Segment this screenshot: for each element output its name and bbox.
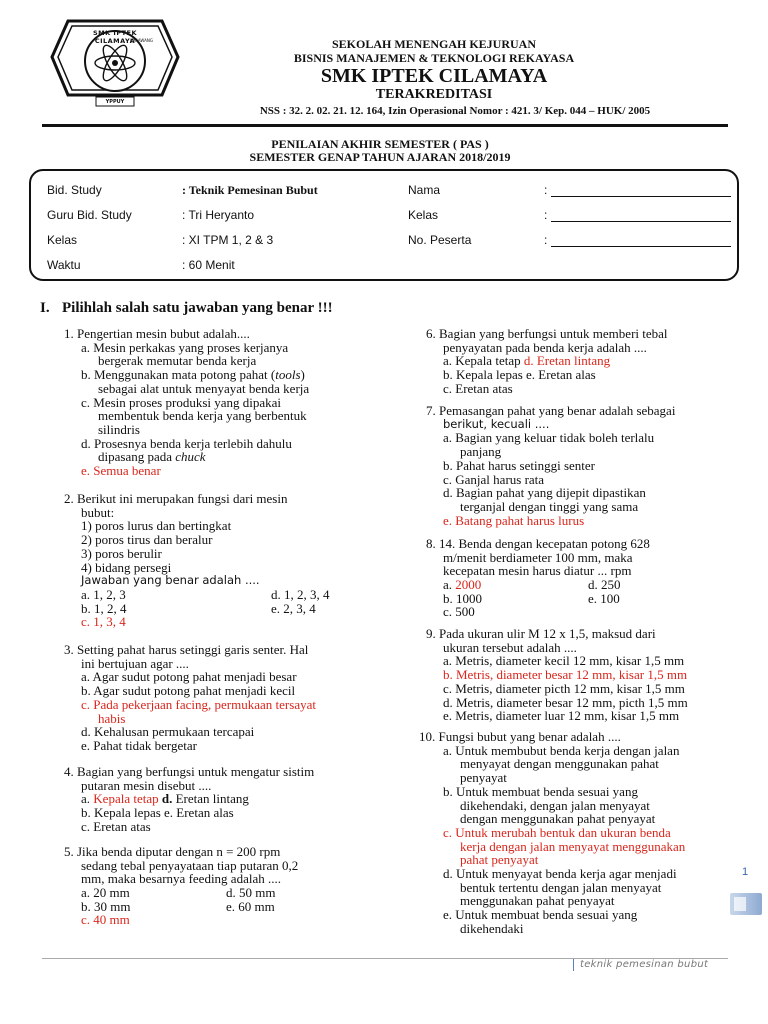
q9-stem-cont: ukuran tersebut adalah ....: [443, 639, 577, 655]
colon: :: [544, 208, 548, 222]
q10-option-b[interactable]: b. Untuk membuat benda sesuai yang: [443, 783, 638, 799]
q10-option-e-cont: dikehendaki: [460, 920, 524, 936]
q1-option-c-cont: membentuk benda kerja yang berbentuk: [98, 408, 307, 424]
q2-option-d[interactable]: d. 1, 2, 3, 4: [271, 586, 330, 602]
page-number: 1: [742, 866, 749, 878]
question-5: [64, 845, 384, 927]
accreditation: TERAKREDITASI: [375, 87, 493, 102]
footer-bar: [573, 959, 574, 971]
q2-item-1: 1) poros lurus dan bertingkat: [81, 518, 232, 534]
q6-option-a-d[interactable]: [443, 354, 746, 368]
page-tab-icon: [730, 893, 762, 915]
q5-stem: 5. Jika benda diputar dengan n = 200 rpm: [64, 844, 281, 859]
q5-stem-cont2: mm, maka besarnya feeding adalah ....: [81, 871, 281, 887]
question-1: [64, 327, 384, 478]
colon: :: [544, 233, 548, 247]
q2-item-4: 4) bidang persegi: [81, 559, 172, 575]
q10-option-c-cont: kerja dengan jalan menyayat menggunakan: [460, 838, 686, 854]
kelas-value: : XI TPM 1, 2 & 3: [182, 233, 274, 247]
q6-stem: 6. Bagian yang berfungsi untuk memberi tebal: [426, 326, 668, 341]
q3-option-b[interactable]: b. Agar sudut potong pahat menjadi kecil: [81, 683, 296, 699]
nama-label: Nama: [408, 183, 441, 197]
question-7: [426, 404, 746, 527]
info-table-right: [408, 183, 731, 258]
q8-option-b[interactable]: b. 1000: [443, 590, 482, 606]
logo-text-sub: KARAWANG: [130, 38, 153, 43]
q5-stem-cont: sedang tebal penyayataan tiap putaran 0,2: [81, 857, 299, 873]
q10-option-a[interactable]: a. Untuk membubut benda kerja dengan jalan: [443, 742, 680, 758]
q7-option-e-answer[interactable]: e. Batang pahat harus lurus: [443, 512, 585, 528]
q1-b-italic: tools: [275, 367, 301, 383]
q2-option-c-answer[interactable]: c. 1, 3, 4: [81, 614, 126, 630]
bid-study-label: Bid. Study: [47, 183, 102, 197]
q8-option-a[interactable]: [443, 578, 481, 592]
header-rule: [42, 124, 728, 127]
q8-option-d[interactable]: d. 250: [588, 577, 621, 593]
q1-option-d[interactable]: d. Prosesnya benda kerja terlebih dahulu: [81, 435, 292, 451]
q7-option-d[interactable]: d. Bagian pahat yang dijepit dipastikan: [443, 485, 646, 501]
kelas2-label: Kelas: [408, 208, 439, 222]
colon: :: [544, 183, 548, 197]
question-2: [64, 492, 384, 629]
q2-option-e[interactable]: e. 2, 3, 4: [271, 600, 316, 616]
q1-option-b-cont: sebagai alat untuk menyayat benda kerja: [98, 380, 310, 396]
q1-d-italic: chuck: [175, 449, 206, 465]
q2-stem-cont: bubut:: [81, 504, 115, 520]
q2-option-b[interactable]: b. 1, 2, 4: [81, 600, 127, 616]
q1-option-c[interactable]: c. Mesin proses produksi yang dipakai: [81, 394, 282, 410]
kelas-label: Kelas: [47, 233, 78, 247]
q10-option-d-cont2: menggunakan pahat penyayat: [460, 893, 615, 909]
q2-stem: 2. Berikut ini merupakan fungsi dari mesin: [64, 491, 288, 506]
question-9: [426, 627, 746, 723]
peserta-field[interactable]: [551, 234, 731, 247]
q4-option-a-answer[interactable]: Kepala tetap: [93, 791, 159, 807]
question-10: [419, 730, 744, 936]
q1-d-text: dipasang pada: [98, 449, 176, 465]
exam-title: PENILAIAN AKHIR SEMESTER ( PAS ): [271, 137, 489, 151]
q10-option-d[interactable]: d. Untuk menyayat benda kerja agar menjadi: [443, 866, 677, 882]
q7-option-b[interactable]: b. Pahat harus setinggi senter: [443, 457, 595, 473]
q4-option-a-d[interactable]: [81, 792, 384, 806]
waktu-value: : 60 Menit: [182, 258, 235, 272]
q3-option-c-cont: habis: [98, 710, 126, 726]
q1-option-a-cont: bergerak memutar benda kerja: [98, 353, 257, 369]
q5-option-b[interactable]: b. 30 mm: [81, 898, 131, 914]
q10-option-d-cont: bentuk tertentu dengan jalan menyayat: [460, 879, 662, 895]
q3-option-c-answer[interactable]: c. Pada pekerjaan facing, permukaan tersayat: [81, 696, 316, 712]
q1-option-b[interactable]: [81, 368, 384, 382]
q5-option-d[interactable]: d. 50 mm: [226, 885, 276, 901]
q9-option-e[interactable]: e. Metris, diameter luar 12 mm, kisar 1,5 mm: [443, 708, 680, 724]
q3-option-d[interactable]: d. Kehalusan permukaan tercapai: [81, 724, 255, 740]
q5-option-c-answer[interactable]: c. 40 mm: [81, 912, 130, 928]
q1-stem: 1. Pengertian mesin bubut adalah....: [64, 326, 250, 341]
q9-option-c[interactable]: c. Metris, diameter picth 12 mm, kisar 1,5 mm: [443, 680, 685, 696]
q4-a-label: a.: [81, 791, 94, 807]
q3-option-a[interactable]: a. Agar sudut potong pahat menjadi besar: [81, 669, 297, 685]
q6-option-b[interactable]: b. Kepala lepas e. Eretan alas: [443, 367, 596, 383]
q7-option-d-cont: terganjal dengan tinggi yang sama: [460, 498, 639, 514]
q6-option-c[interactable]: c. Eretan atas: [443, 380, 513, 396]
exam-subtitle: SEMESTER GENAP TAHUN AJARAN 2018/2019: [249, 150, 511, 164]
q3-stem: 3. Setting pahat harus setinggi garis senter. Hal: [64, 642, 309, 657]
q7-option-c[interactable]: c. Ganjal harus rata: [443, 471, 545, 487]
logo-text-bottom: YPPUY: [105, 98, 125, 105]
guru-value: : Tri Heryanto: [182, 208, 255, 222]
question-3: [64, 643, 384, 753]
waktu-label: Waktu: [47, 258, 81, 272]
peserta-label: No. Peserta: [408, 233, 472, 247]
q8-stem-cont2: kecepatan mesin harus diatur ... rpm: [443, 563, 632, 579]
q7-stem-cont: berikut, kecuali ....: [443, 416, 550, 431]
kelas-field[interactable]: [551, 209, 731, 222]
q10-option-a-cont: menyayat dengan menggunakan pahat: [460, 756, 659, 772]
q1-b-end: ): [300, 367, 305, 383]
q7-option-a[interactable]: a. Bagian yang keluar tidak boleh terlalu: [443, 430, 655, 446]
q9-stem: 9. Pada ukuran ulir M 12 x 1,5, maksud dari: [426, 626, 656, 641]
q10-option-b-cont2: dengan menggunakan pahat penyayat: [460, 811, 656, 827]
q8-stem-cont: m/menit berdiameter 100 mm, maka: [443, 549, 633, 565]
q10-option-c-cont2: pahat penyayat: [460, 852, 539, 868]
q9-option-b-answer[interactable]: b. Metris, diameter besar 12 mm, kisar 1,5 mm: [443, 667, 688, 683]
q1-option-d-cont: [81, 450, 384, 464]
q2-option-a[interactable]: a. 1, 2, 3: [81, 586, 126, 602]
nss-line: NSS : 32. 2. 02. 21. 12. 164, Izin Operasional Nomor : 421. 3/ Kep. 044 – HUK/ 2005: [259, 105, 651, 117]
q1-option-a[interactable]: a. Mesin perkakas yang proses kerjanya: [81, 339, 289, 355]
q10-stem: 10. Fungsi bubut yang benar adalah ....: [419, 729, 621, 744]
q2-item-2: 2) poros tirus dan beralur: [81, 532, 213, 548]
school-line1: SEKOLAH MENENGAH KEJURUAN: [331, 37, 537, 51]
q10-option-e[interactable]: e. Untuk membuat benda sesuai yang: [443, 907, 638, 923]
q9-option-a[interactable]: a. Metris, diameter kecil 12 mm, kisar 1,5 mm: [443, 653, 685, 669]
info-table-left: [47, 183, 382, 283]
q8-option-c[interactable]: c. 500: [443, 604, 475, 620]
guru-label: Guru Bid. Study: [47, 208, 132, 222]
question-4: [64, 765, 384, 834]
q8-option-a-answer[interactable]: 2000: [455, 577, 482, 593]
q4-option-b[interactable]: b. Kepala lepas e. Eretan alas: [81, 805, 234, 821]
q8-option-e[interactable]: e. 100: [588, 590, 620, 606]
section-title: Pilihlah salah satu jawaban yang benar !!!: [62, 300, 333, 316]
q6-stem-cont: penyayatan pada benda kerja adalah ....: [443, 339, 647, 355]
q1-option-c-cont2: silindris: [98, 421, 140, 437]
q4-stem: 4. Bagian yang berfungsi untuk mengatur sistim: [64, 764, 315, 779]
info-box: [29, 169, 739, 281]
question-8: [426, 537, 746, 619]
q10-option-a-cont2: penyayat: [460, 770, 507, 786]
school-line2: BISNIS MANAJEMEN & TEKNOLOGI REKAYASA: [293, 51, 575, 65]
school-name: SMK IPTEK CILAMAYA: [320, 65, 548, 87]
q1-b-text: b. Menggunakan mata potong pahat (: [81, 367, 276, 383]
q4-option-c[interactable]: c. Eretan atas: [81, 818, 151, 834]
q4-stem-cont: putaran mesin disebut ....: [81, 777, 212, 793]
nama-field[interactable]: [551, 184, 731, 197]
q5-option-a[interactable]: a. 20 mm: [81, 885, 130, 901]
q4-d-label: d.: [161, 791, 173, 807]
q8-a-label: a.: [443, 577, 456, 593]
q2-item-3: 3) poros berulir: [81, 545, 162, 561]
q10-option-b-cont: dikehendaki, dengan jalan menyayat: [460, 797, 650, 813]
q7-stem: 7. Pemasangan pahat yang benar adalah sebagai: [426, 403, 676, 418]
q5-option-e[interactable]: e. 60 mm: [226, 898, 275, 914]
bid-study-value: : Teknik Pemesinan Bubut: [182, 183, 318, 197]
q8-stem: 8. 14. Benda dengan kecepatan potong 628: [426, 536, 650, 551]
section-number: I.: [40, 300, 50, 316]
question-6: [426, 327, 746, 396]
q3-option-e[interactable]: e. Pahat tidak bergetar: [81, 737, 197, 753]
q2-prompt: Jawaban yang benar adalah ....: [81, 573, 260, 588]
q6-option-a[interactable]: a. Kepala tetap: [443, 353, 524, 369]
q6-option-d-answer[interactable]: d. Eretan lintang: [523, 353, 611, 369]
q1-option-e-answer[interactable]: e. Semua benar: [81, 463, 161, 479]
logo-text-top: SMK IPTEK CILAMAYA: [92, 29, 138, 45]
q3-stem-cont: ini bertujuan agar ....: [81, 655, 189, 671]
footer-label: teknik pemesinan bubut: [580, 959, 709, 970]
q7-option-a-cont: panjang: [460, 444, 502, 460]
q9-option-d[interactable]: d. Metris, diameter besar 12 mm, picth 1,5 mm: [443, 694, 688, 710]
school-logo: [46, 11, 184, 119]
q4-option-d[interactable]: Eretan lintang: [172, 791, 249, 807]
q10-option-c-answer[interactable]: c. Untuk merubah bentuk dan ukuran benda: [443, 824, 671, 840]
